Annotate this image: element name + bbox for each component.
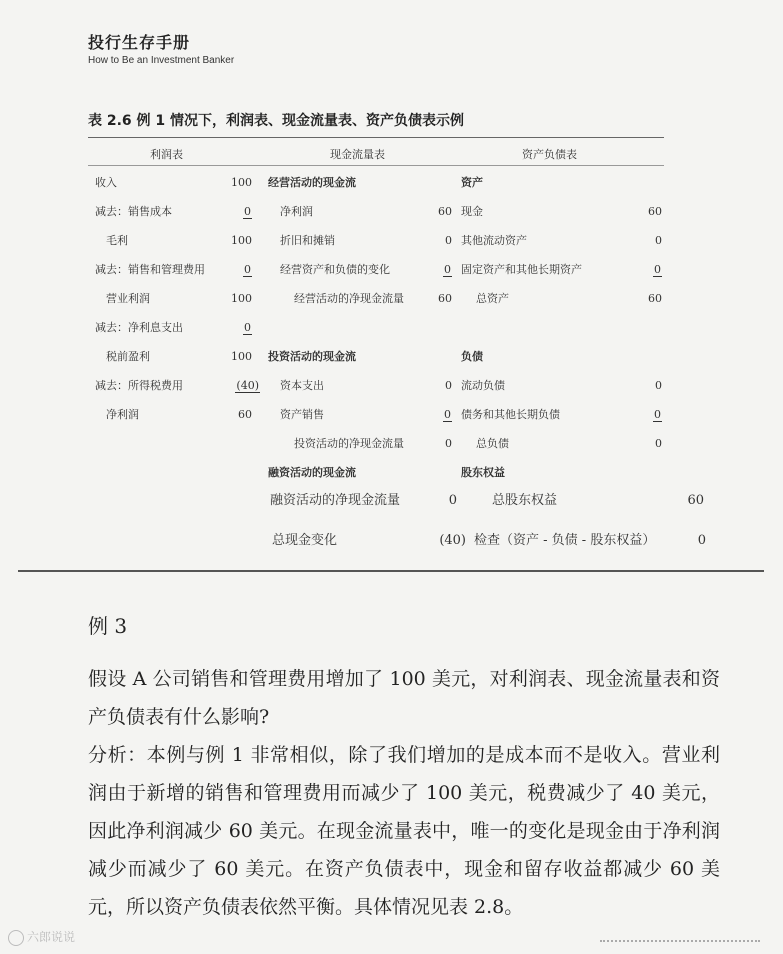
table-top-rule [88, 137, 664, 138]
balance-label: 现金 [461, 205, 483, 218]
balance-label: 总股东权益 [492, 493, 558, 508]
balance-label: 固定资产和其他长期资产 [461, 263, 582, 276]
cashflow-total-label: 总现金变化 [272, 533, 338, 548]
table-caption: 表 2.6 例 1 情况下，利润表、现金流量表、资产负债表示例 [88, 113, 465, 129]
balance-value: 60 [648, 205, 662, 218]
income-label: 减去：销售成本 [95, 205, 172, 218]
cashflow-label: 经营资产和负债的变化 [280, 263, 390, 276]
cashflow-section-title: 融资活动的现金流 [268, 466, 356, 479]
balance-section-title: 股东权益 [461, 466, 505, 479]
income-value: 100 [231, 234, 252, 247]
cashflow-value: 0 [444, 408, 451, 421]
balance-value: 0 [655, 437, 662, 450]
cashflow-value: 0 [448, 493, 457, 508]
income-label: 毛利 [106, 234, 128, 247]
income-label: 减去：销售和管理费用 [95, 263, 205, 276]
balance-label: 总资产 [476, 292, 509, 305]
income-value: 100 [231, 350, 252, 363]
example-analysis: 分析：本例与例 1 非常相似，除了我们增加的是成本而不是收入。营业利润由于新增的销售和管理费用而减少了 100 美元，税费减少了 40 美元，因此净利润减少 60 美元。在现金流量表中，唯一的变化是现金由于净利润减少而减少了 60 美元。在资产负债表中，现金和留存收益都减少 60 美元，所以资产负债表依然平衡。具体情况见表 2.8。 [88, 744, 720, 918]
balance-section-title: 负债 [461, 350, 483, 363]
cashflow-value: 0 [444, 263, 451, 276]
cashflow-section-title: 投资活动的现金流 [268, 350, 356, 363]
watermark-logo-icon [8, 930, 24, 946]
cashflow-value: 0 [445, 234, 452, 247]
income-label: 收入 [95, 176, 117, 189]
example-question: 假设 A 公司销售和管理费用增加了 100 美元，对利润表、现金流量表和资产负债表有什么影响? [88, 668, 720, 728]
balance-value: 0 [655, 234, 662, 247]
cashflow-label: 经营活动的净现金流量 [294, 292, 404, 305]
cashflow-label: 融资活动的净现金流量 [270, 493, 401, 508]
book-title-en: How to Be an Investment Banker [88, 55, 235, 66]
watermark [8, 928, 75, 946]
cashflow-total-value: (40) [439, 533, 466, 548]
balance-label: 债务和其他长期负债 [461, 408, 560, 421]
balance-value: 0 [654, 408, 661, 421]
balance-label: 总负债 [476, 437, 509, 450]
cashflow-value: 60 [438, 205, 452, 218]
balance-section-title: 资产 [461, 176, 483, 189]
book-title-cn: 投行生存手册 [88, 33, 191, 52]
example-title: 例 3 [88, 614, 128, 638]
income-label: 减去：净利息支出 [95, 321, 183, 334]
balance-check-label: 检查（资产 - 负债 - 股东权益） [474, 533, 656, 548]
income-value: 60 [238, 408, 252, 421]
table-bottom-rule [18, 570, 764, 572]
cashflow-label: 折旧和摊销 [280, 234, 335, 247]
column-header-cashflow: 现金流量表 [330, 148, 385, 161]
income-label: 减去：所得税费用 [95, 379, 183, 392]
balance-label: 其他流动资产 [461, 234, 527, 247]
cashflow-value: 60 [438, 292, 452, 305]
cashflow-section-title: 经营活动的现金流 [268, 176, 356, 189]
income-value: 100 [231, 176, 252, 189]
balance-value: 60 [687, 493, 704, 508]
cashflow-label: 净利润 [280, 205, 313, 218]
cashflow-value: 0 [445, 379, 452, 392]
income-label: 营业利润 [106, 292, 150, 305]
balance-value: 0 [654, 263, 661, 276]
column-header-income: 利润表 [150, 148, 183, 161]
page-header [88, 30, 234, 66]
income-value: 0 [244, 321, 251, 334]
table-header-rule [88, 165, 664, 166]
balance-check-value: 0 [697, 533, 706, 548]
balance-label: 流动负债 [461, 379, 505, 392]
cashflow-label: 投资活动的净现金流量 [294, 437, 404, 450]
income-value: 100 [231, 292, 252, 305]
income-value: 0 [244, 263, 251, 276]
watermark-text: 六郎说说 [27, 930, 76, 944]
income-label: 税前盈利 [106, 350, 150, 363]
balance-value: 0 [655, 379, 662, 392]
income-value: 0 [244, 205, 251, 218]
income-label: 净利润 [106, 408, 139, 421]
cashflow-label: 资产销售 [280, 408, 324, 421]
income-value: (40) [236, 379, 259, 392]
column-header-balance: 资产负债表 [522, 148, 577, 161]
cashflow-label: 资本支出 [280, 379, 324, 392]
footer-smudge [600, 940, 760, 946]
cashflow-value: 0 [445, 437, 452, 450]
balance-value: 60 [648, 292, 662, 305]
